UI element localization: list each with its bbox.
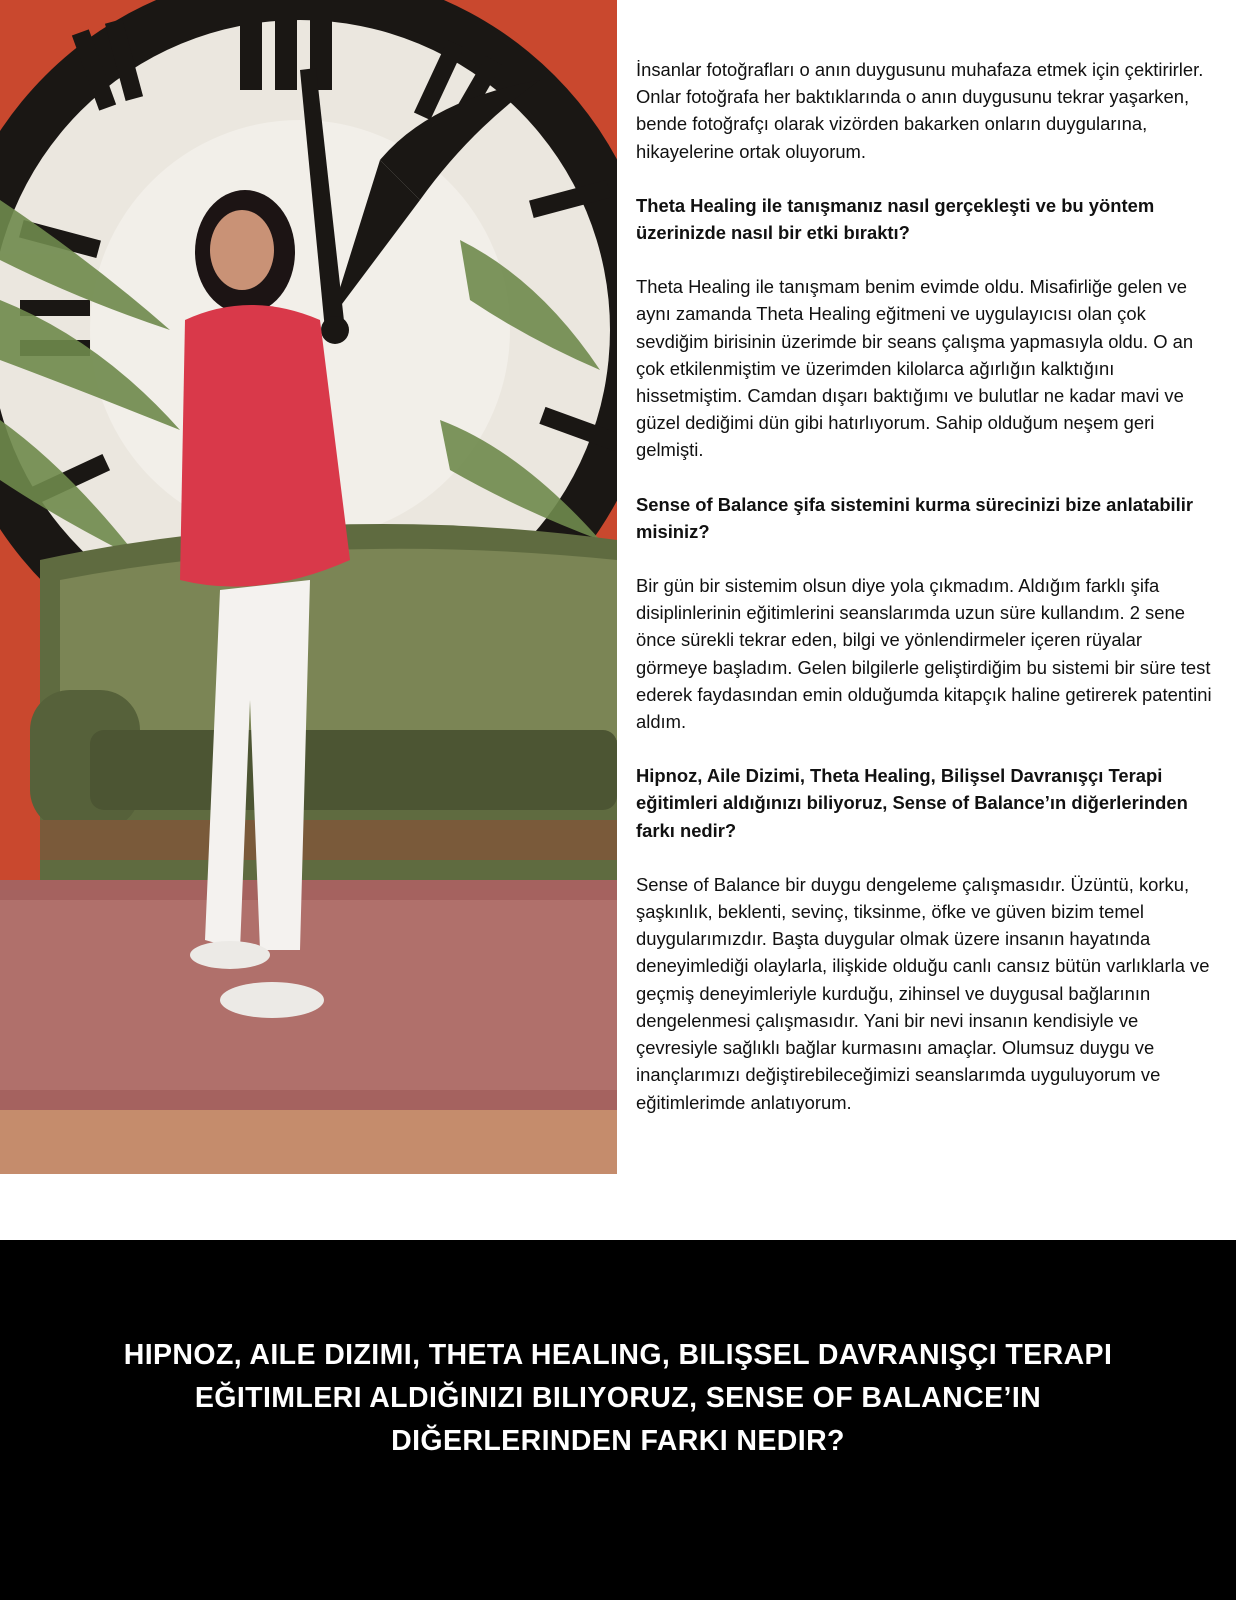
question-paragraph: Theta Healing ile tanışmanız nasıl gerçekleşti ve bu yöntem üzerinizde nasıl bir etki bıraktı? [636,194,1155,244]
question-paragraph: Sense of Balance şifa sistemini kurma sürecinizi bize anlatabilir misiniz? [636,493,1194,542]
pull-quote-banner [0,1240,1236,1600]
portrait-photo [0,0,617,1174]
question-paragraph: Hipnoz, Aile Dizimi, Theta Healing, Bilişsel Davranışçı Terapi eğitimleri aldığınızı biliyoruz, Sense of Balance’ın diğerlerinden farkı nedir? [636,765,1188,841]
photo-illustration [0,0,617,1174]
answer-paragraph: İnsanlar fotoğrafları o anın duygusunu muhafaza etmek için çektirirler. Onlar fotoğrafa her baktıklarında o anın duygusunu tekrar yaşarken, bende fotoğrafçı olarak vizörden bakarken onların duygularına, hikayelerine ortak oluyorum. [636,59,1204,162]
floor [0,1110,617,1174]
answer-paragraph: Sense of Balance bir duygu dengeleme çalışmasıdır. Üzüntü, korku, şaşkınlık, beklenti, sevinç, tiksinme, öfke ve güven bizim temel duygularımızdır. Başta duygular olmak üzere insanın hayatında deneyimlediği olaylarla, ilişkide olduğu canlı cansız bütün varlıklarla ve geçmiş deneyimleriyle kurduğu, zihinsel ve duygusal bağlarının dengelenmesi çalışmasıdır. Yani bir nevi insanın kendisiyle ve çevresiyle sağlıklı bağlar kurmasını amaçlar. Olumsuz duygu ve inançlarımızı değiştirebileceğimizi seanslarımda uyguluyorum ve eğitimlerimde anlatıyorum. [636,873,1210,1113]
answer-paragraph: Bir gün bir sistemim olsun diye yola çıkmadım. Aldığım farklı şifa disiplinlerinin eğitimlerini seanslarımda uzun süre kullandım. 2 sene önce sürekli tekrar eden, bilgi ve yönlendirmeler içeren rüyalar görmeye başladım. Gelen bilgilerle geliştirdiğim bu sistemi bir süre test ederek faydasından emin olduğumda kitapçık haline getirerek patentini aldım. [636,575,1212,733]
answer-paragraph: Theta Healing ile tanışmam benim evimde oldu. Misafirliğe gelen ve aynı zamanda Theta Healing eğitmeni ve uygulayıcısı olan çok sevdiğim birisinin üzerimde bir seans çalışma yapmasıyla oldu. O an çok etkilenmiştim ve üzerimden kilolarca ağırlığın kalktığını hissetmiştim. Camdan dışarı baktığımı ve bulutlar ne kadar mavi ve güzel dediğimi dün gibi hatırlıyorum. Sahip olduğum neşem geri gelmişti. [636,276,1194,461]
sofa [30,524,617,880]
interview-article [636,56,1216,1143]
pull-quote-heading: HIPNOZ, AILE DIZIMI, THETA HEALING, BILIŞSEL DAVRANIŞÇI TERAPI EĞITIMLERI ALDIĞINIZI BILIYORUZ, SENSE OF BALANCE’IN DIĞERLERINDEN FARKI NEDIR? [123,1338,1113,1457]
